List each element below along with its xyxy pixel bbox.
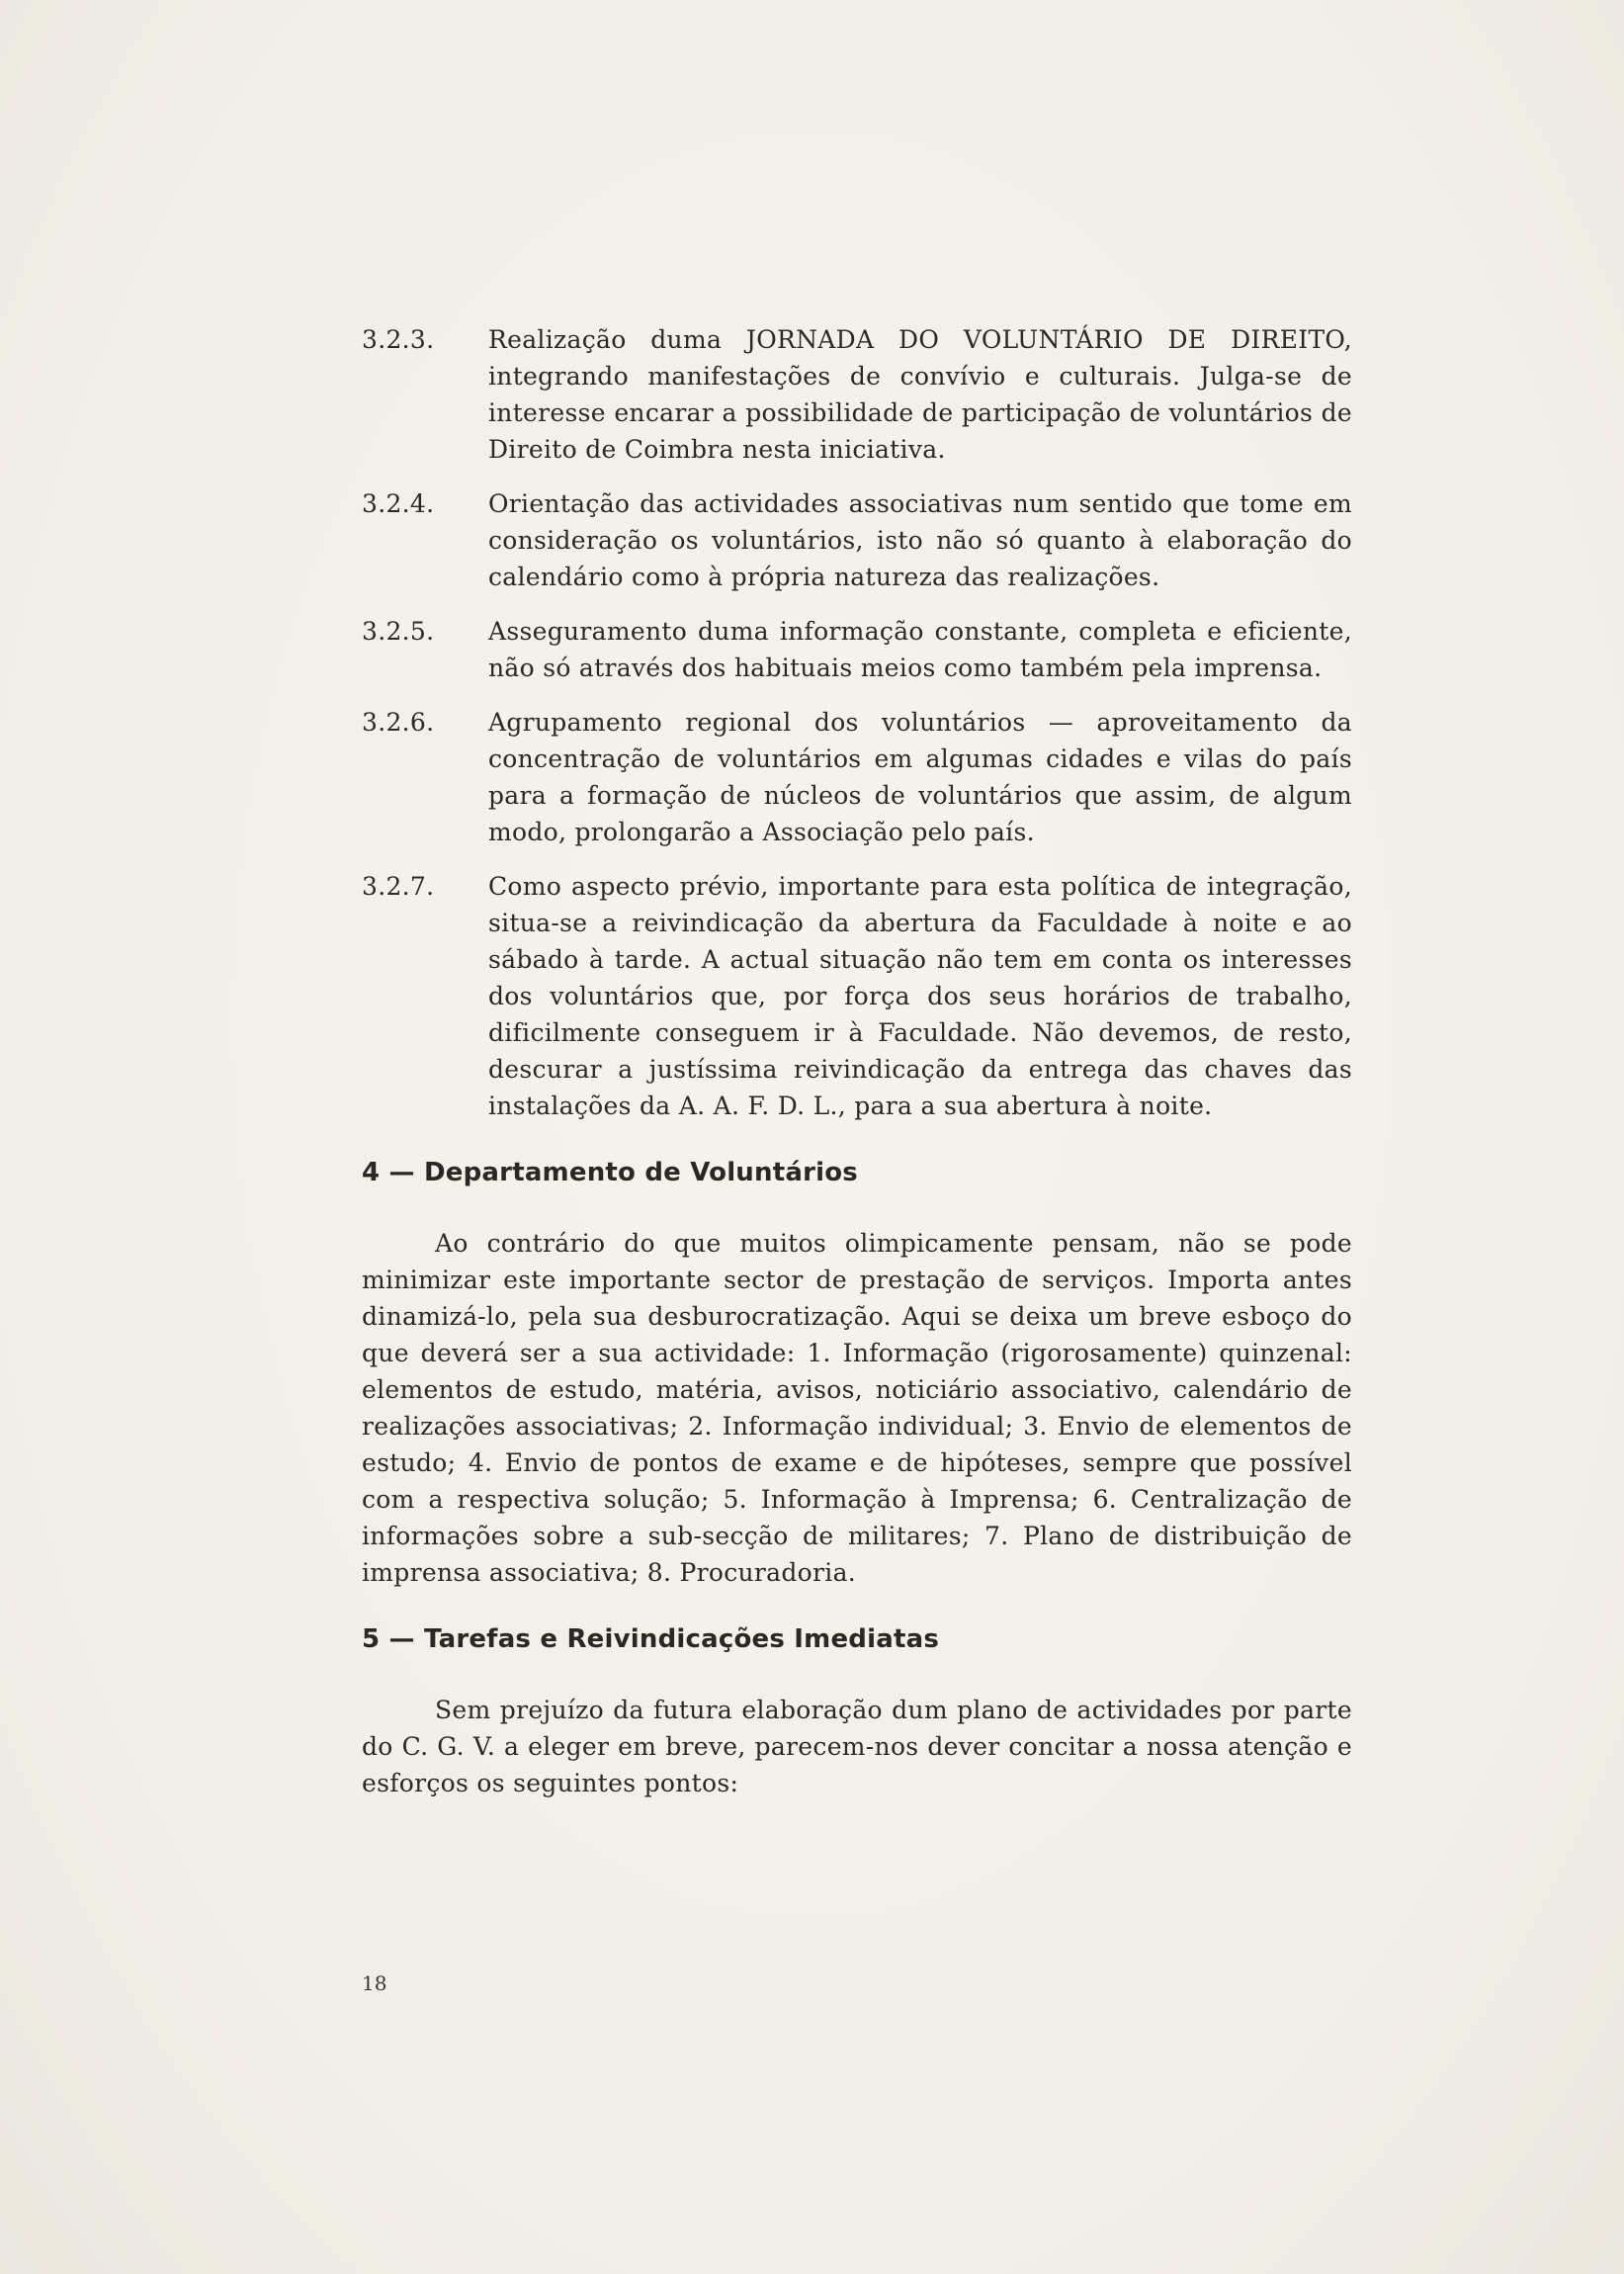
item-number: 3.2.3. bbox=[362, 325, 435, 354]
list-item bbox=[362, 868, 1352, 1124]
section-4-paragraph: Ao contrário do que muitos olimpicamente pensam, não se pode minimizar este importante sector de prestação de serviços. Importa antes dinamizá-lo, pela sua desburocratização. Aqui se deixa um breve esboço do que deverá ser a sua actividade: 1. Informação (rigorosamente) quinzenal: elementos de estudo, matéria, avisos, noticiário associativo, calendário de realizações associativas; 2. Informação individual; 3. Envio de elementos de estudo; 4. Envio de pontos de exame e de hipóteses, sempre que possível com a respectiva solução; 5. Informação à Imprensa; 6. Centralização de informações sobre a sub-secção de militares; 7. Plano de distribuição de imprensa associativa; 8. Procuradoria. bbox=[362, 1229, 1352, 1587]
section-5-heading: 5 — Tarefas e Reivindicações Imediatas bbox=[362, 1624, 940, 1654]
list-item bbox=[362, 485, 1352, 595]
page-content bbox=[362, 321, 1352, 1831]
list-item bbox=[362, 704, 1352, 850]
section-5-paragraph: Sem prejuízo da futura elaboração dum plano de actividades por parte do C. G. V. a eleger em breve, parecem-nos dever concitar a nossa atenção e esforços os seguintes pontos: bbox=[362, 1696, 1352, 1797]
item-number: 3.2.4. bbox=[362, 489, 435, 518]
item-number: 3.2.5. bbox=[362, 617, 435, 646]
list-item bbox=[362, 321, 1352, 468]
item-text: Orientação das actividades associativas num sentido que tome em consideração os voluntários, isto não só quanto à elaboração do calendário como à própria natureza das realizações. bbox=[488, 489, 1352, 591]
page-number: 18 bbox=[362, 1971, 387, 1995]
item-text: Realização duma JORNADA DO VOLUNTÁRIO DE DIREITO, integrando manifestações de convívio e culturais. Julga-se de interesse encarar a possibilidade de participação de voluntários de Direito de Coimbra nesta iniciativa. bbox=[488, 325, 1352, 464]
item-text: Asseguramento duma informação constante, completa e eficiente, não só através dos habituais meios como também pela imprensa. bbox=[488, 617, 1352, 682]
item-text: Como aspecto prévio, importante para esta política de integração, situa-se a reivindicação da abertura da Faculdade à noite e ao sábado à tarde. A actual situação não tem em conta os interesses dos voluntários que, por força dos seus horários de trabalho, dificilmente conseguem ir à Faculdade. Não devemos, de resto, descurar a justíssima reivindicação da entrega das chaves das instalações da A. A. F. D. L., para a sua abertura à noite. bbox=[488, 872, 1352, 1120]
section-4-heading: 4 — Departamento de Voluntários bbox=[362, 1158, 858, 1187]
item-number: 3.2.7. bbox=[362, 872, 435, 901]
list-item bbox=[362, 613, 1352, 686]
item-text: Agrupamento regional dos voluntários — aproveitamento da concentração de voluntários em algumas cidades e vilas do país para a formação de núcleos de voluntários que assim, de algum modo, prolongarão a Associação pelo país. bbox=[488, 708, 1352, 846]
item-number: 3.2.6. bbox=[362, 708, 435, 737]
